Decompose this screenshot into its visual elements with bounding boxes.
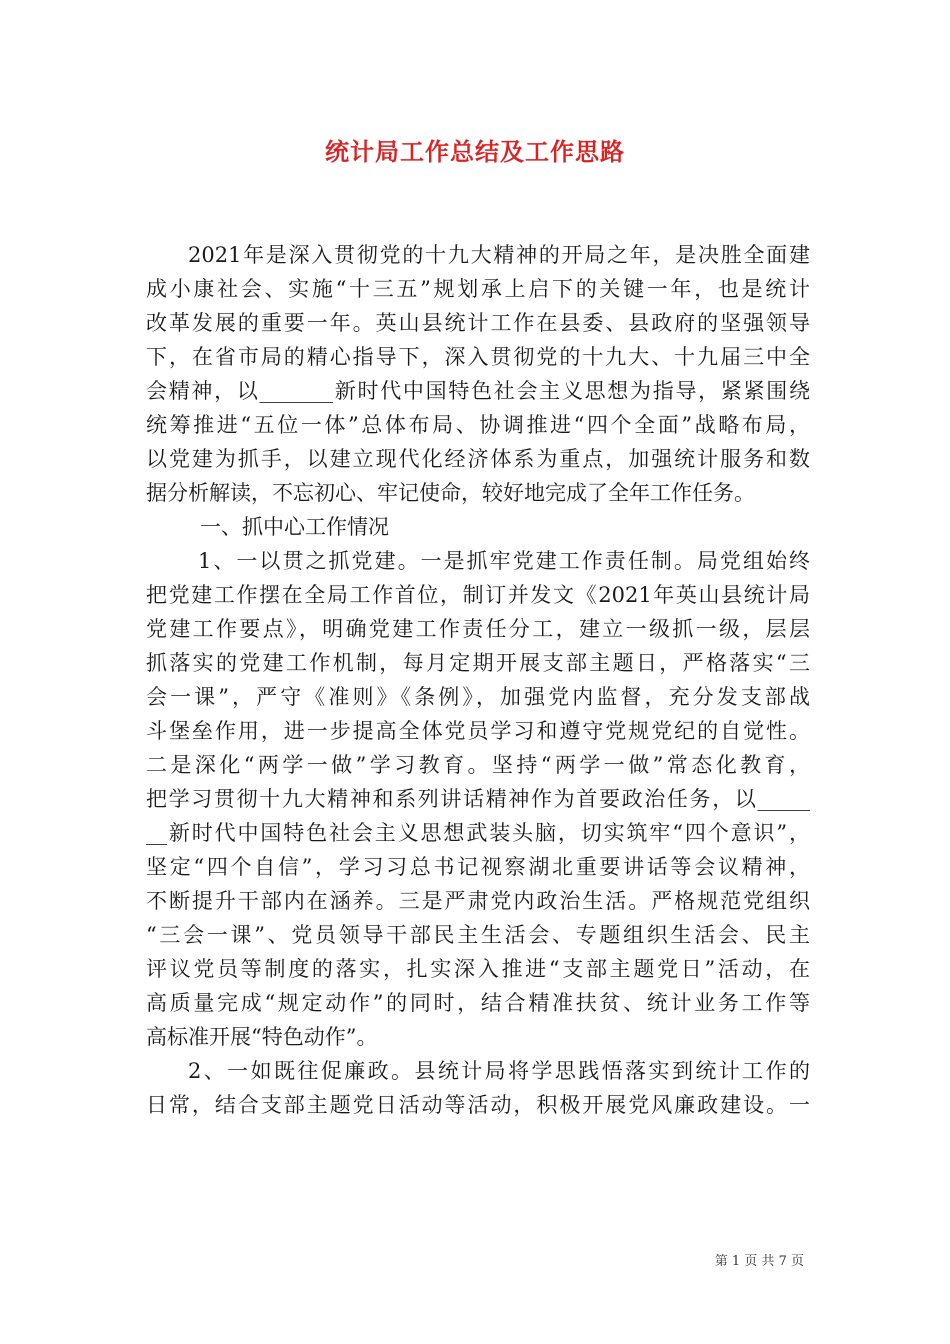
paragraph-line: “三会一课”、党员领导干部民主生活会、专题组织生活会、民主 — [146, 923, 810, 947]
paragraph-line: 不断提升干部内在涵养。三是严肃党内政治生活。严格规范党组织 — [146, 889, 810, 913]
document-title: 统计局工作总结及工作思路 — [325, 137, 625, 166]
paragraph-line: 抓落实的党建工作机制，每月定期开展支部主题日，严格落实“三 — [146, 651, 810, 675]
paragraph-line: 改革发展的重要一年。英山县统计工作在县委、县政府的坚强领导 — [146, 311, 810, 335]
paragraph-line: 日常，结合支部主题党日活动等活动，积极开展党风廉政建设。一 — [146, 1093, 810, 1117]
paragraph-line: 把学习贯彻十九大精神和系列讲话精神作为首要政治任务，以_____ — [146, 787, 810, 811]
paragraph-line: 2021年是深入贯彻党的十九大精神的开局之年，是决胜全面建 — [188, 243, 810, 267]
paragraph-line: 统筹推进“五位一体”总体布局、协调推进“四个全面”战略布局， — [146, 413, 810, 437]
paragraph-line: 高质量完成“规定动作”的同时，结合精准扶贫、统计业务工作等 — [146, 991, 810, 1015]
paragraph-line: 据分析解读，不忘初心、牢记使命，较好地完成了全年工作任务。 — [146, 481, 755, 505]
paragraph-line: 成小康社会、实施“十三五”规划承上启下的关键一年，也是统计 — [146, 277, 810, 301]
paragraph-line: 坚定“四个自信”，学习习总书记视察湖北重要讲话等会议精神， — [146, 855, 810, 879]
paragraph-line: __新时代中国特色社会主义思想武装头脑，切实筑牢“四个意识”， — [146, 821, 810, 845]
paragraph-line: 党建工作要点》，明确党建工作责任分工，建立一级抓一级，层层 — [146, 617, 810, 641]
paragraph-line: 高标准开展“特色动作”。 — [146, 1025, 378, 1049]
paragraph-line: 1、一以贯之抓党建。一是抓牢党建工作责任制。局党组始终 — [198, 549, 810, 573]
paragraph-line: 会精神，以_______新时代中国特色社会主义思想为指导，紧紧围绕 — [146, 379, 810, 403]
paragraph-line: 2、一如既往促廉政。县统计局将学思践悟落实到统计工作的 — [188, 1059, 810, 1083]
page-number: 第 1 页 共 7 页 — [714, 1254, 804, 1269]
section-heading: 一、抓中心工作情况 — [200, 515, 389, 539]
paragraph-line: 把党建工作摆在全局工作首位，制订并发文《2021年英山县统计局 — [146, 583, 810, 607]
paragraph-line: 评议党员等制度的落实，扎实深入推进“支部主题党日”活动，在 — [146, 957, 810, 981]
paragraph-line: 会一课”，严守《准则》《条例》，加强党内监督，充分发支部战 — [146, 685, 810, 709]
paragraph-line: 下，在省市局的精心指导下，深入贯彻党的十九大、十九届三中全 — [146, 345, 810, 369]
paragraph-line: 斗堡垒作用，进一步提高全体党员学习和遵守党规党纪的自觉性。 — [146, 719, 810, 743]
paragraph-line: 以党建为抓手，以建立现代化经济体系为重点，加强统计服务和数 — [146, 447, 810, 471]
paragraph-line: 二是深化“两学一做”学习教育。坚持“两学一做”常态化教育， — [146, 753, 810, 777]
document-body — [146, 238, 810, 1122]
